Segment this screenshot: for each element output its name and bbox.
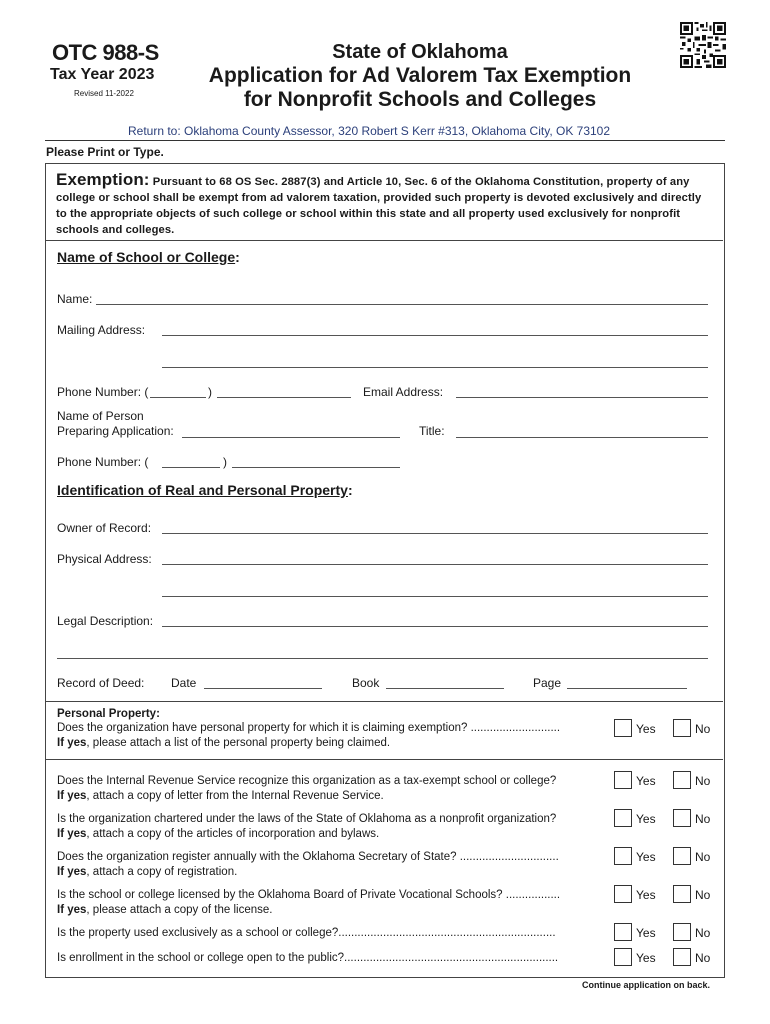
- header-divider: [45, 140, 725, 141]
- no-label: No: [695, 888, 711, 902]
- personal-property-yes-checkbox[interactable]: [614, 719, 632, 737]
- personal-property-heading: Personal Property:: [57, 708, 160, 720]
- yes-label: Yes: [636, 722, 656, 736]
- preparer-name-field[interactable]: [182, 437, 400, 438]
- print-instruction: Please Print or Type.: [46, 145, 164, 159]
- personal-property-divider: [46, 701, 723, 702]
- registration-yes-checkbox[interactable]: [614, 847, 632, 865]
- licensed-yes-checkbox[interactable]: [614, 885, 632, 903]
- school-section-heading: Name of School or College:: [57, 249, 240, 265]
- phone-number-field[interactable]: [217, 397, 351, 398]
- preparer-label-line2: Preparing Application:: [57, 424, 174, 438]
- phone2-paren: ): [223, 455, 227, 469]
- no-label: No: [695, 926, 711, 940]
- form-id: OTC 988-S: [52, 40, 159, 65]
- preparer-title-field[interactable]: [456, 437, 708, 438]
- irs-no-checkbox[interactable]: [673, 771, 691, 789]
- no-label: No: [695, 812, 711, 826]
- owner-field[interactable]: [162, 533, 708, 534]
- record-of-deed-label: Record of Deed:: [57, 676, 145, 690]
- title-application: Application for Ad Valorem Tax Exemption: [208, 64, 632, 87]
- yes-label: Yes: [636, 812, 656, 826]
- deed-page-field[interactable]: [567, 688, 687, 689]
- personal-property-no-checkbox[interactable]: [673, 719, 691, 737]
- mailing-address-label: Mailing Address:: [57, 323, 146, 337]
- open-enrollment-yes-checkbox[interactable]: [614, 948, 632, 966]
- revised-date: Revised 11-2022: [74, 89, 134, 98]
- registration-no-checkbox[interactable]: [673, 847, 691, 865]
- irs-yes-checkbox[interactable]: [614, 771, 632, 789]
- no-label: No: [695, 774, 711, 788]
- email-field[interactable]: [456, 397, 708, 398]
- book-label: Book: [352, 676, 380, 690]
- property-section-heading: Identification of Real and Personal Property:: [57, 482, 353, 498]
- exemption-statement: [46, 164, 723, 241]
- preparer-label-line1: Name of Person: [57, 409, 144, 423]
- open-enrollment-no-checkbox[interactable]: [673, 948, 691, 966]
- exclusive-use-no-checkbox[interactable]: [673, 923, 691, 941]
- phone-paren: ): [208, 385, 212, 399]
- yes-label: Yes: [636, 926, 656, 940]
- continue-note: Continue application on back.: [582, 980, 711, 990]
- exclusive-use-yes-checkbox[interactable]: [614, 923, 632, 941]
- phone-area-code-field[interactable]: [150, 397, 206, 398]
- exemption-text: Pursuant to 68 OS Sec. 2887(3) and Article 10, Sec. 6 of the Oklahoma Constitution, property of any college or school shall be exempt from ad valorem taxation, provided such property is devoted exclusively and directly to the appropriate objects of such college or school within this state and all property used exclusively for nonprofit schools and colleges.: [56, 176, 702, 236]
- name-label: Name:: [57, 292, 93, 306]
- personal-property-question: Does the organization have personal property for which it is claiming exemption? ............................: [57, 722, 561, 734]
- application-form: Exemption: Pursuant to 68 OS Sec. 2887(3) and Article 10, Sec. 6 of the Oklahoma Constitution, property of any college or school shall be exempt from ad valorem taxation, provided such property is devoted exclusively and directly to the appropriate objects of such college or school within this state and all property used exclusively for nonprofit schools and colleges. Name of School or College: Name: Mailing Address: Phone Number: ( ) Email Address: Name of Person Preparing Application: Title: Phone Number: ( ) Identification of Real and Personal Property: Owner of Record: Physical Address: Legal Description: Record of Deed: Date Book Page Personal Property: Does the organization have personal property for which it is claiming exemption? ............................ If yes, please attach a list of the personal property being claimed. Yes No Does the Internal Revenue Service recognize this organization as a tax-exempt school or college? If yes, attach a copy of letter from the Internal Revenue Service. Yes No Is the organization chartered under the laws of the State of Oklahoma as a nonprofit organization? If yes, attach a copy of the articles of incorporation and bylaws. Yes No Does the organization register annually with the Oklahoma Secretary of State? ............................... If yes, attach a copy of registration. Yes No Is the school or college licensed by the Oklahoma Board of Private Vocational Schools? ................. If yes, please attach a copy of the license. Yes No Is the property used exclusively as a school or college?.................................................................... Yes No Is enrollment in the school or college open to the public?................................................................... Yes No: [45, 163, 725, 978]
- yes-label: Yes: [636, 774, 656, 788]
- title-state: State of Oklahoma: [332, 41, 508, 63]
- physical-address-field-1[interactable]: [162, 564, 708, 565]
- return-to-address: Return to: Oklahoma County Assessor, 320 Robert S Kerr #313, Oklahoma City, OK 73102: [128, 124, 611, 138]
- yes-label: Yes: [636, 951, 656, 965]
- physical-address-label: Physical Address:: [57, 552, 152, 566]
- mailing-address-field-2[interactable]: [162, 367, 708, 368]
- email-label: Email Address:: [363, 385, 444, 399]
- phone-label: Phone Number: (: [57, 385, 149, 399]
- phone2-label: Phone Number: (: [57, 455, 149, 469]
- chartered-no-checkbox[interactable]: [673, 809, 691, 827]
- legal-description-field-2[interactable]: [57, 658, 708, 659]
- questions-divider: [46, 759, 723, 760]
- form-title: [180, 40, 660, 112]
- phone2-number-field[interactable]: [232, 467, 400, 468]
- qr-code-icon: [680, 22, 726, 68]
- no-label: No: [695, 722, 711, 736]
- page-label: Page: [533, 676, 562, 690]
- deed-date-field[interactable]: [204, 688, 322, 689]
- date-label: Date: [171, 676, 197, 690]
- personal-property-note: If yes, please attach a list of the personal property being claimed.: [57, 737, 391, 749]
- mailing-address-field-1[interactable]: [162, 335, 708, 336]
- owner-label: Owner of Record:: [57, 521, 152, 535]
- yes-label: Yes: [636, 850, 656, 864]
- licensed-no-checkbox[interactable]: [673, 885, 691, 903]
- physical-address-field-2[interactable]: [162, 596, 708, 597]
- phone2-area-code-field[interactable]: [162, 467, 220, 468]
- legal-description-field-1[interactable]: [162, 626, 708, 627]
- yes-label: Yes: [636, 888, 656, 902]
- school-name-field[interactable]: [96, 304, 708, 305]
- no-label: No: [695, 951, 711, 965]
- no-label: No: [695, 850, 711, 864]
- title-label: Title:: [419, 424, 445, 438]
- chartered-yes-checkbox[interactable]: [614, 809, 632, 827]
- form-header: [0, 0, 770, 140]
- deed-book-field[interactable]: [386, 688, 504, 689]
- tax-year: Tax Year 2023: [50, 66, 155, 83]
- exemption-title: Exemption:: [56, 170, 150, 189]
- title-subject: for Nonprofit Schools and Colleges: [243, 88, 597, 111]
- legal-description-label: Legal Description:: [57, 614, 154, 628]
